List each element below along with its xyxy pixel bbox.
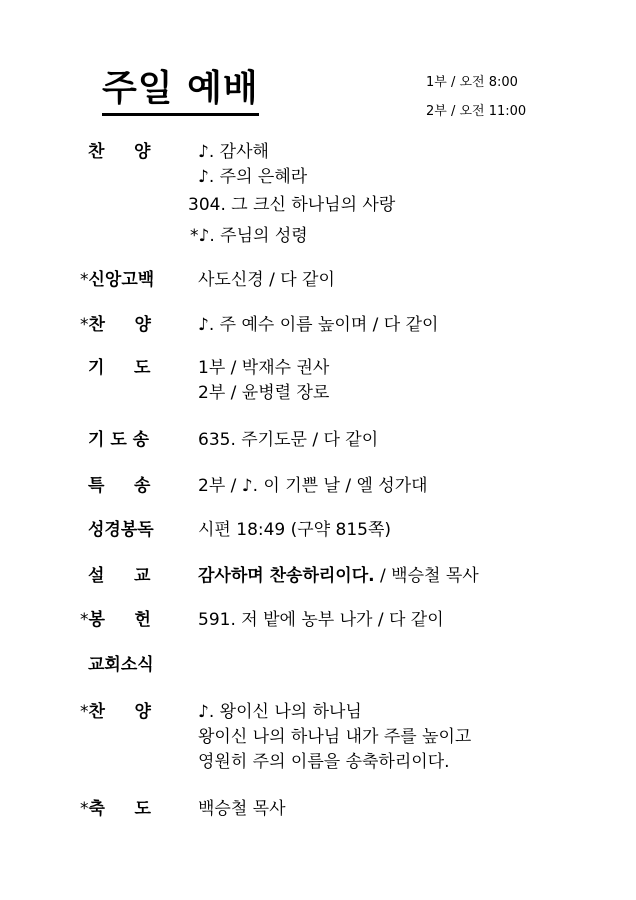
content-text: 영원히 주의 이름을 송축하리이다.	[198, 752, 450, 772]
order-item-label-text: 찬 양	[88, 315, 151, 335]
content-line	[198, 750, 471, 775]
service-time-2: 2부 / 오전 11:00	[426, 104, 527, 119]
order-item-label-text: 특 송	[88, 476, 151, 496]
content-text: 2부 / 윤병렬 장로	[198, 383, 330, 403]
content-text: ♪. 왕이신 나의 하나님	[198, 702, 362, 722]
content-text: 591. 저 밭에 농부 나가 / 다 같이	[198, 610, 444, 630]
order-item-label	[88, 356, 174, 381]
order-item-label	[80, 700, 166, 725]
order-item-content	[198, 797, 286, 822]
order-item-content	[198, 428, 378, 453]
order-item-content	[188, 140, 396, 252]
page-title: 주일 예배	[102, 66, 259, 116]
order-item-label	[88, 140, 174, 165]
order-item-label-text: 설 교	[88, 566, 151, 586]
order-item-label-text: 기 도	[88, 358, 151, 378]
content-line	[198, 608, 444, 633]
content-text: 1부 / 박재수 권사	[198, 358, 330, 378]
content-line	[198, 474, 428, 499]
content-text: 635. 주기도문 / 다 같이	[198, 430, 379, 450]
order-item-content	[198, 700, 471, 775]
order-item-content	[198, 608, 444, 633]
order-item-content	[198, 313, 438, 338]
content-line	[198, 381, 329, 406]
content-text: 사도신경 / 다 같이	[198, 270, 335, 290]
order-item-label-text: 찬 양	[88, 702, 151, 722]
standing-mark: *	[80, 799, 89, 819]
content-text: ♪. 주의 은혜라	[198, 167, 308, 187]
order-item-label-text: 신앙고백	[88, 270, 155, 290]
sermon-title: 감사하며 찬송하리이다.	[198, 566, 375, 586]
order-item-label-text: 기 도 송	[88, 430, 150, 450]
content-text: ♪. 감사해	[198, 142, 269, 162]
content-line	[190, 221, 395, 252]
content-line	[198, 140, 395, 165]
order-item-content	[198, 518, 391, 543]
content-line	[198, 797, 286, 822]
order-item-content	[198, 474, 428, 499]
content-text: 시편 18:49 (구약 815쪽)	[198, 520, 392, 540]
order-item-label	[80, 797, 166, 822]
order-item-label-text: 축 도	[88, 799, 151, 819]
content-line	[198, 428, 378, 453]
order-item-label	[88, 518, 174, 543]
order-item-label	[80, 608, 166, 633]
content-line	[198, 313, 438, 338]
order-item-label	[88, 653, 174, 678]
content-line	[198, 268, 335, 293]
content-text: 백승철 목사	[198, 799, 286, 819]
order-item-content	[198, 564, 479, 589]
content-text: ♪. 주 예수 이름 높이며 / 다 같이	[198, 315, 439, 335]
content-line	[198, 518, 391, 543]
order-item-label-text: 찬 양	[88, 142, 151, 162]
content-text: 2부 / ♪. 이 기쁜 날 / 엘 성가대	[198, 476, 428, 496]
order-item-label	[88, 474, 174, 499]
order-item-content	[198, 268, 335, 293]
standing-mark: *	[80, 610, 89, 630]
content-line	[198, 700, 471, 725]
order-item-label	[80, 313, 166, 338]
order-item-label	[80, 268, 166, 293]
standing-mark: *	[80, 270, 89, 290]
content-text: *♪. 주님의 성령	[190, 226, 308, 246]
content-line	[198, 165, 395, 190]
service-times	[426, 68, 526, 126]
service-time-1: 1부 / 오전 8:00	[426, 75, 518, 90]
content-line	[198, 356, 329, 381]
order-item-label-text: 봉 헌	[88, 610, 151, 630]
content-text: 304. 그 크신 하나님의 사랑	[188, 195, 396, 215]
standing-mark: *	[80, 702, 89, 722]
order-item-content	[198, 356, 329, 406]
content-line	[188, 190, 395, 221]
order-item-label-text: 교회소식	[88, 655, 154, 675]
content-text: / 백승철 목사	[374, 566, 479, 586]
order-item-label	[88, 428, 174, 453]
content-text: 왕이신 나의 하나님 내가 주를 높이고	[198, 727, 472, 747]
content-line	[198, 725, 471, 750]
content-line	[198, 564, 479, 589]
order-item-label-text: 성경봉독	[88, 520, 154, 540]
order-item-label	[88, 564, 174, 589]
standing-mark: *	[80, 315, 89, 335]
